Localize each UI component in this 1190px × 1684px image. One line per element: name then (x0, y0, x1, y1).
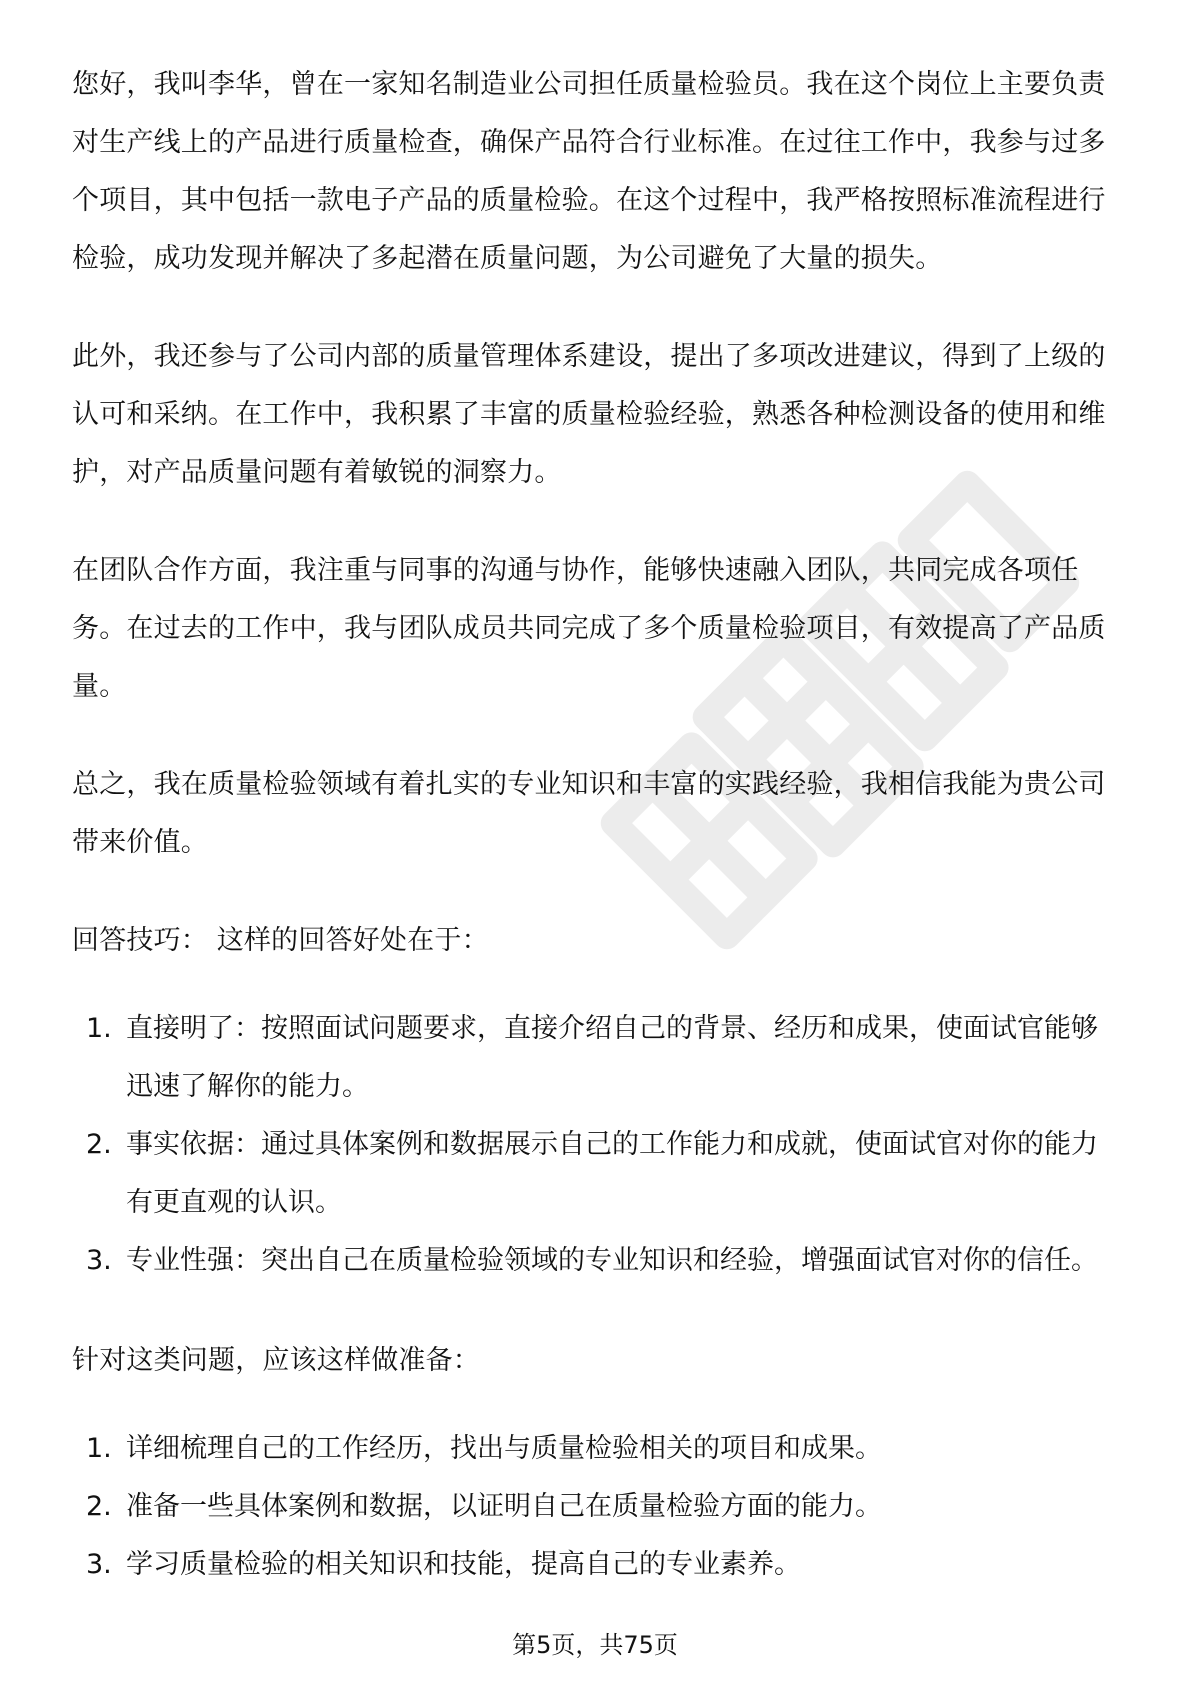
list-text: 详细梳理自己的工作经历，找出与质量检验相关的项目和成果。 (126, 1433, 882, 1464)
list-item (72, 1536, 1122, 1594)
list-text: 专业性强：突出自己在质量检验领域的专业知识和经验，增强面试官对你的信任。 (126, 1245, 1098, 1276)
list-number: 3. (86, 1245, 112, 1276)
list-number: 2. (86, 1491, 112, 1522)
prep-heading: 针对这类问题，应该这样做准备： (72, 1345, 480, 1376)
list-text: 准备一些具体案例和数据，以证明自己在质量检验方面的能力。 (126, 1491, 882, 1522)
main-content (72, 56, 1122, 1636)
list-item (72, 1478, 1122, 1536)
tips-list (72, 1000, 1122, 1290)
list-item (72, 1420, 1122, 1478)
list-number: 3. (86, 1549, 112, 1580)
list-item (72, 1116, 1122, 1232)
paragraph-quality-system: 此外，我还参与了公司内部的质量管理体系建设，提出了多项改进建议，得到了上级的认可和采纳。在工作中，我积累了丰富的质量检验经验，熟悉各种检测设备的使用和维护，对产品质量问题有着敏锐的洞察力。 (72, 341, 1106, 488)
list-item (72, 1000, 1122, 1116)
page-number: 第5页，共75页 (512, 1631, 678, 1659)
list-text: 直接明了：按照面试问题要求，直接介绍自己的背景、经历和成果，使面试官能够迅速了解你的能力。 (126, 1013, 1098, 1102)
paragraph-intro: 您好，我叫李华，曾在一家知名制造业公司担任质量检验员。我在这个岗位上主要负责对生产线上的产品进行质量检查，确保产品符合行业标准。在过往工作中，我参与过多个项目，其中包括一款电子产品的质量检验。在这个过程中，我严格按照标准流程进行检验，成功发现并解决了多起潜在质量问题，为公司避免了大量的损失。 (72, 69, 1106, 274)
list-text: 事实依据：通过具体案例和数据展示自己的工作能力和成就，使面试官对你的能力有更直观的认识。 (126, 1129, 1098, 1218)
paragraph-summary: 总之，我在质量检验领域有着扎实的专业知识和丰富的实践经验，我相信我能为贵公司带来价值。 (72, 769, 1106, 858)
list-item (72, 1232, 1122, 1290)
list-text: 学习质量检验的相关知识和技能，提高自己的专业素养。 (126, 1549, 801, 1580)
list-number: 2. (86, 1129, 112, 1160)
tips-heading: 回答技巧： 这样的回答好处在于： (72, 925, 489, 956)
prep-list (72, 1420, 1122, 1594)
list-number: 1. (86, 1013, 112, 1044)
paragraph-teamwork: 在团队合作方面，我注重与同事的沟通与协作，能够快速融入团队，共同完成各项任务。在过去的工作中，我与团队成员共同完成了多个质量检验项目，有效提高了产品质量。 (72, 555, 1106, 702)
list-number: 1. (86, 1433, 112, 1464)
